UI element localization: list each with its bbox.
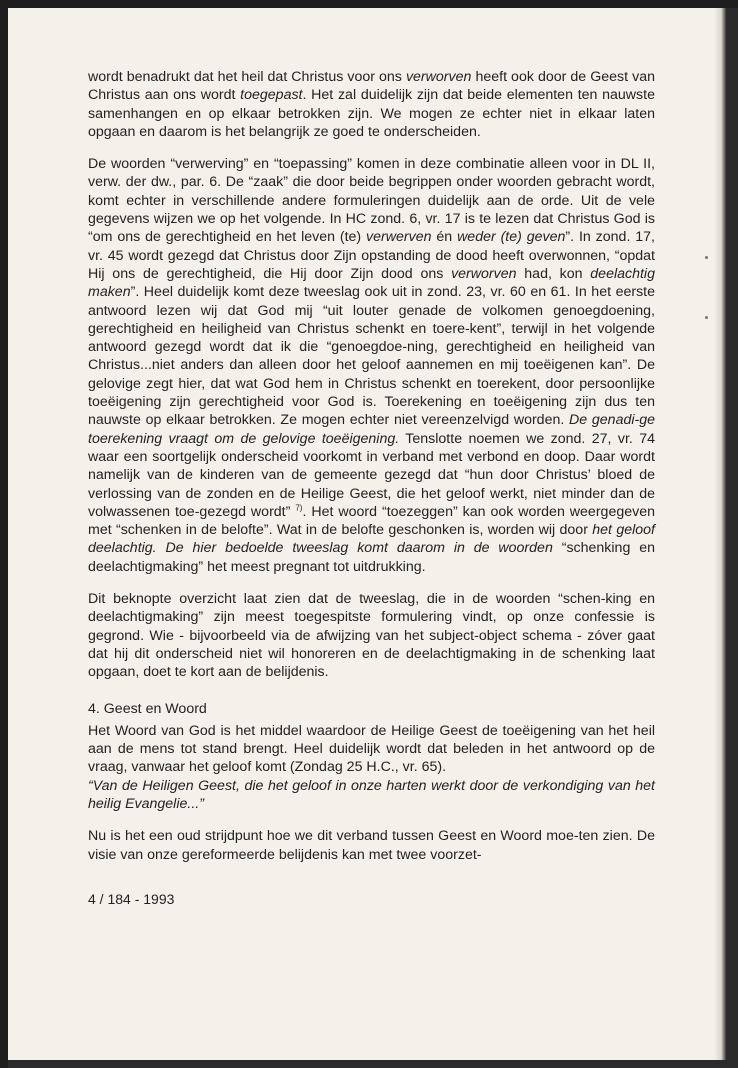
page-footer: 4 / 184 - 1993 — [88, 890, 175, 907]
edge-mark — [705, 316, 708, 319]
paragraph-5: Nu is het een oud strijdpunt hoe we dit verband tussen Geest en Woord moe-ten zien. De visie van onze gereformeerde belijdenis kan met twee voorzet- — [88, 828, 655, 863]
paragraph-4: Het Woord van God is het middel waardoor de Heilige Geest de toeëigening van het heil aan de mens tot stand brengt. Heel duidelijk wordt dat beleden in het antwoord op de vraag, vanwaar het geloof komt (Zondag 25 H.C., vr. 65). — [88, 722, 655, 776]
paragraph-3: Dit beknopte overzicht laat zien dat de tweeslag, die in de woorden “schen-king en deelachtigmaking” zijn meest toegespitste formulering vindt, op onze confessie is gegrond. Wie - bijvoorbeeld via de afwijzing van het subject-object schema - zóver gaat dat hij dit onderscheid niet wil honoreren en de deelachtigmaking in de schenking laat opgaan, doet te kort aan de belijdenis. — [88, 591, 655, 681]
paragraph-2: De woorden “verwerving” en “toepassing” komen in deze combinatie alleen voor in DL II, verw. der dw., par. 6. De “zaak” die door beide begrippen onder woorden gebracht wordt, komt echter in verschillende andere formuleringen duidelijk aan de orde. Uit de vele gegevens wijzen we op het volgende. In HC zond. 6, vr. 17 is te lezen dat Christus God is “om ons de gerechtigheid en het leven (te) verwerven én weder (te) geven”. In zond. 17, vr. 45 wordt gezegd dat Christus door Zijn opstanding de dood heeft overwonnen, “opdat Hij ons de gerechtigheid, die Hij door Zijn dood ons verworven had, kon deelachtig maken”. Heel duidelijk komt deze tweeslag ook uit in zond. 23, vr. 60 en 61. In het eerste antwoord lezen wij dat God mij “uit louter genade de volkomen genoegdoening, gerechtigheid en heiligheid van Christus schenkt en toere-kent”, terwijl in het volgende antwoord gezegd wordt dat ik die “genoegdoe-ning, gerechtigheid en heiligheid van Christus...niet anders dan alleen door het geloof aannemen en mij toeëigenen kan”. De gelovige zegt hier, dat wat God hem in Christus schenkt en toerekent, door persoonlijke toeëigening zijn gerechtigheid voor God is. Toerekening en toeëigening zijn dus ten nauwste op elkaar betrokken. Ze mogen echter niet vereenzelvigd worden. De genadi-ge toerekening vraagt om de gelovige toeëigening. Tenslotte noemen we zond. 27, vr. 74 waar een soortgelijk onderscheid voorkomt in verband met verbond en doop. Daar wordt namelijk van de kinderen van de gemeente gezegd dat “hun door Christus’ bloed de verlossing van de zonden en de Heilige Geest, die het geloof werkt, niet minder dan de volwassenen toe-gezegd wordt” $^{7)}$. Het woord “toezeggen” kan ook worden weergegeven met “schenken in de belofte”. Wat in de belofte geschonken is, worden wij door het geloof deelachtig. De hier bedoelde tweeslag komt daarom in de woorden “schenking en deelachtigmaking” het meest pregnant tot uitdrukking. — [88, 156, 656, 575]
page-binding-edge — [714, 8, 726, 1060]
scan-border-left — [0, 0, 8, 1068]
page-content — [88, 68, 655, 908]
scan-border-top — [0, 0, 738, 8]
section-heading: 4. Geest en Woord — [88, 700, 207, 717]
footnote-ref-7: 7) — [295, 503, 303, 513]
paragraph-1: wordt benadrukt dat het heil dat Christus voor ons verworven heeft ook door de Geest van Christus aan ons wordt toegepast. Het zal duidelijk zijn dat beide elementen ten nauwste samenhangen en op elkaar betrokken zijn. We mogen ze echter niet in elkaar laten opgaan en daarom is het belangrijk ze goed te onderscheiden. — [88, 69, 656, 140]
edge-mark — [705, 256, 708, 259]
document-page — [8, 8, 726, 1060]
quotation: “Van de Heiligen Geest, die het geloof in onze harten werkt door de verkondiging van het heilig Evangelie...” — [88, 777, 655, 812]
